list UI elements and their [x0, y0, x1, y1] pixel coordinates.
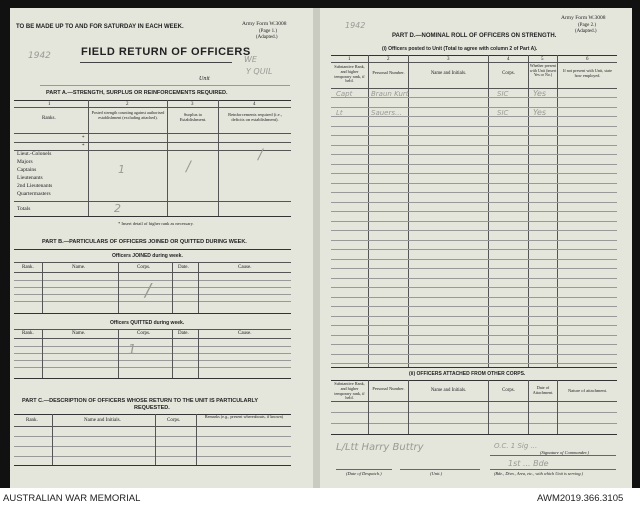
col-number: 2 [387, 57, 390, 62]
col-header: Personal Number. [372, 386, 405, 391]
table-rule [14, 262, 291, 263]
roll-row-line [331, 268, 617, 269]
part-a-heading: PART A.—STRENGTH, SURPLUS OR REINFORCEMENTS REQUIRED. [46, 90, 228, 96]
row-rule [14, 446, 291, 447]
table-rule [528, 380, 529, 434]
roll-row-line [331, 164, 617, 165]
despatch-label: (Date of Despatch.) [346, 471, 382, 476]
table-rule [368, 380, 369, 434]
col-header: Name and Initials. [84, 418, 121, 423]
roll-row-line [331, 135, 617, 136]
roll-row-line [331, 287, 617, 288]
handwritten-entry: 1 [118, 163, 125, 176]
table-rule [557, 380, 558, 434]
handwritten-entry: / [186, 159, 191, 175]
part-d-heading: PART D.—NOMINAL ROLL OF OFFICERS ON STRENGTH. [392, 33, 557, 39]
handwritten-rank: Capt [336, 90, 353, 98]
col-header: Date. [178, 265, 189, 270]
table-rule [14, 107, 291, 108]
rank-label: 2nd Lieutenants [17, 183, 53, 189]
roll-row-line [331, 249, 617, 250]
table-rule [331, 88, 617, 89]
part-c-heading: PART C.—DESCRIPTION OF OFFICERS WHOSE RETURN TO THE UNIT IS PARTICULARLY [22, 398, 258, 404]
top-note: TO BE MADE UP TO AND FOR SATURDAY IN EACH WEEK. [16, 24, 184, 30]
table-rule [172, 329, 173, 378]
table-rule [118, 262, 119, 313]
handwritten-corps: SIC [497, 109, 509, 117]
table-rule [14, 378, 291, 379]
brigade-line [490, 469, 616, 470]
handwritten-entry: 1 [128, 343, 137, 358]
form-adapted: (Adapted.) [256, 35, 278, 40]
table-rule [408, 380, 409, 434]
table-rule [218, 100, 219, 216]
col-header: Substantive Rank, and higher temporary rank, if held. [334, 64, 365, 84]
table-rule [167, 100, 168, 216]
star-mark: * [82, 136, 85, 141]
roll-row-line [331, 278, 617, 279]
despatch-line [336, 469, 392, 470]
table-rule [198, 329, 199, 378]
table-rule [14, 201, 291, 202]
roll-row-line [331, 154, 617, 155]
col-number: 6 [586, 57, 589, 62]
roll-row-line [331, 363, 617, 364]
col-number: 5 [541, 57, 544, 62]
col-header: Date. [178, 331, 189, 336]
table-rule [331, 434, 617, 435]
roll-row-line [331, 211, 617, 212]
form-adapted: (Adapted.) [575, 29, 597, 34]
col-header: Whether present with Unit (insert Yes or No.) [529, 63, 557, 78]
unit-line [40, 85, 290, 86]
table-rule [14, 338, 291, 339]
col-header: Name. [72, 265, 86, 270]
handwritten-entry: / [258, 147, 263, 163]
col-header: Rank. [22, 331, 34, 336]
roll-row-line [331, 344, 617, 345]
roll-row-line [331, 354, 617, 355]
col-header: Corps. [502, 388, 515, 393]
unit-line [400, 469, 480, 470]
form-number: Army Form W.3008 [561, 15, 606, 21]
col-number: 4 [253, 102, 256, 107]
col-header: Corps. [137, 265, 151, 270]
col-header: Corps. [502, 71, 515, 76]
table-rule [118, 329, 119, 378]
handwritten-year: 1942 [345, 21, 366, 30]
form-page: (Page 2.) [578, 23, 597, 28]
table-rule [14, 465, 291, 466]
col-header: Substantive Rank, and higher temporary rank, if held. [334, 381, 365, 401]
table-rule [14, 100, 291, 101]
table-rule [14, 272, 291, 273]
handwritten-name: Braun Kurt [371, 90, 409, 98]
table-rule [14, 329, 291, 330]
quitted-heading: Officers QUITTED during week. [110, 320, 185, 326]
col-header-posted: Posted strength counting against authorised establishment (excluding attached). [91, 110, 165, 120]
col-header: Corps. [167, 418, 181, 423]
rank-label: Lieut.-Colonels [17, 151, 52, 157]
table-rule [14, 313, 291, 314]
form-title: FIELD RETURN OF OFFICERS [81, 46, 251, 58]
handwritten-brigade: 1st ... Bde [508, 459, 549, 468]
col-header-surplus: Surplus to Establishment. [179, 112, 207, 123]
form-page: (Page 1.) [259, 29, 278, 34]
col-header: Cause. [238, 265, 252, 270]
roll-row-line [331, 192, 617, 193]
table-rule [331, 55, 617, 56]
part-b-heading: PART B.—PARTICULARS OF OFFICERS JOINED OR QUITTED DURING WEEK. [42, 239, 247, 245]
part-a-footnote: * Insert detail of higher rank as necessary. [118, 221, 194, 226]
table-rule [88, 100, 89, 216]
handwritten-unit: O.C. 1 Sig ... [494, 442, 538, 450]
handwritten-entry: / [145, 280, 152, 301]
footer-institution: AUSTRALIAN WAR MEMORIAL [3, 493, 141, 504]
col-header: Personal Number. [372, 70, 405, 75]
row-rule [14, 353, 291, 354]
table-rule [42, 329, 43, 378]
col-number: 3 [447, 57, 450, 62]
row-rule [331, 412, 617, 413]
handwritten-note: Y QUIL [246, 67, 273, 76]
title-underline [80, 62, 232, 63]
col-number: 3 [191, 102, 194, 107]
roll-row-line [331, 126, 617, 127]
handwritten-name: Sauers... [371, 109, 402, 117]
roll-row-line [331, 335, 617, 336]
col-header-ranks: Ranks. [42, 116, 56, 121]
col-header: Name and Initials. [430, 71, 467, 76]
table-rule [331, 367, 617, 368]
handwritten-signature: L/Ltt Harry Buttry [336, 442, 424, 453]
unit-label: (Unit.) [430, 471, 443, 476]
table-rule [198, 262, 199, 313]
row-rule [14, 287, 291, 288]
footer-accession: AWM2019.366.3105 [537, 493, 624, 504]
totals-label: Totals [17, 206, 31, 212]
roll-row-line [331, 259, 617, 260]
signature-label: (Signature of Commander.) [540, 450, 589, 455]
table-rule [14, 150, 291, 151]
col-number: 2 [126, 102, 129, 107]
handwritten-corps: SIC [497, 90, 509, 98]
table-rule [196, 414, 197, 465]
roll-row-line [331, 240, 617, 241]
table-rule [331, 380, 617, 381]
table-rule [488, 380, 489, 434]
roll-row-line [331, 202, 617, 203]
table-rule [14, 133, 291, 134]
col-header: Name. [72, 331, 86, 336]
star-mark: * [82, 144, 85, 149]
handwritten-year: 1942 [28, 51, 51, 61]
roll-row-line [331, 107, 617, 108]
attached-subheading: (ii) OFFICERS ATTACHED FROM OTHER CORPS. [409, 371, 526, 377]
table-rule [52, 414, 53, 465]
roll-row-line [331, 316, 617, 317]
rank-label: Quartermasters [17, 191, 51, 197]
col-header: Cause. [238, 331, 252, 336]
row-rule [14, 301, 291, 302]
row-rule [14, 456, 291, 457]
col-header: Rank. [26, 418, 38, 423]
row-rule [331, 423, 617, 424]
table-rule [14, 426, 291, 427]
handwritten-total: 2 [114, 202, 121, 215]
row-rule [14, 360, 291, 361]
rank-label: Captains [17, 167, 37, 173]
part-c-heading: REQUESTED. [134, 405, 170, 411]
table-rule [14, 142, 291, 143]
handwritten-note: WE [244, 55, 257, 64]
col-header: Date of Attachment. [532, 385, 554, 395]
col-header: If not present with Unit, state how employed. [562, 68, 613, 78]
row-rule [14, 436, 291, 437]
footer-bar [0, 488, 640, 510]
table-rule [155, 414, 156, 465]
table-rule [331, 62, 617, 63]
posted-subheading: (i) Officers posted to Unit (Total to agree with column 2 of Part A). [382, 46, 538, 52]
row-rule [14, 294, 291, 295]
handwritten-present: Yes [533, 108, 547, 117]
table-rule [172, 262, 173, 313]
roll-row-line [331, 183, 617, 184]
roll-row-line [331, 297, 617, 298]
col-header: Nature of attachment. [567, 388, 608, 393]
roll-row-line [331, 306, 617, 307]
rank-label: Lieutenants [17, 175, 43, 181]
roll-row-line [331, 325, 617, 326]
roll-row-line [331, 230, 617, 231]
table-rule [14, 216, 291, 217]
col-number: 1 [48, 102, 51, 107]
row-rule [14, 346, 291, 347]
brigade-label: (Bde., Divn., Area, etc., with which Unit is serving.) [494, 471, 584, 476]
col-number: 1 [348, 57, 351, 62]
col-header: Rank. [22, 265, 34, 270]
table-rule [42, 262, 43, 313]
table-rule [331, 401, 617, 402]
rank-label: Majors [17, 159, 33, 165]
joined-heading: Officers JOINED during week. [112, 253, 183, 259]
col-number: 4 [507, 57, 510, 62]
roll-row-line [331, 145, 617, 146]
roll-row-line [331, 221, 617, 222]
row-rule [14, 367, 291, 368]
roll-row-line [331, 173, 617, 174]
form-number: Army Form W.3008 [242, 21, 287, 27]
page-fold [313, 8, 320, 488]
col-header: Remarks (e.g., present whereabouts, if known) [204, 414, 284, 419]
col-header-reinforcements: Reinforcements required (i.e., deficits on establishment). [228, 112, 282, 123]
handwritten-present: Yes [533, 89, 547, 98]
handwritten-rank: Lt [336, 109, 343, 117]
col-header: Corps. [137, 331, 151, 336]
table-rule [14, 249, 291, 250]
unit-label: Unit [199, 76, 210, 82]
row-rule [14, 280, 291, 281]
col-header: Name and Initials. [430, 388, 467, 393]
